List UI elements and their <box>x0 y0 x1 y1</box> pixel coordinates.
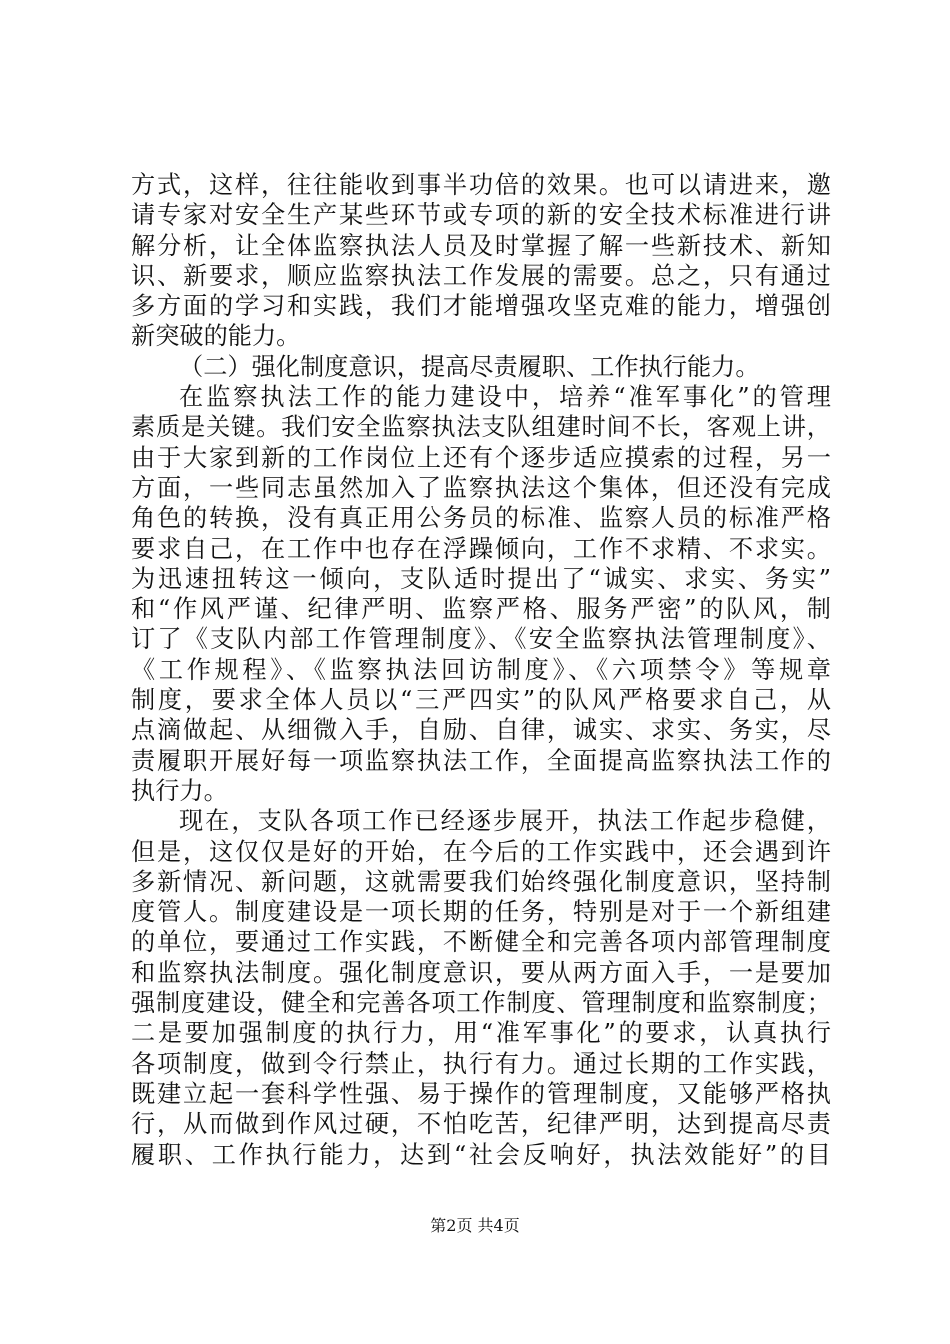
text-line: 和“作风严谨、纪律严明、监察严格、服务严密”的队风，制 <box>131 595 831 624</box>
text-line: 多方面的学习和实践，我们才能增强攻坚克难的能力，增强创 <box>131 292 831 321</box>
text-line: 责履职开展好每一项监察执法工作，全面提高监察执法工作的 <box>131 746 831 775</box>
text-line: 制度，要求全体人员以“三严四实”的队风严格要求自己，从 <box>131 686 831 715</box>
text-line: 和监察执法制度。强化制度意识，要从两方面入手，一是要加 <box>131 958 831 987</box>
text-line: 方式，这样，往往能收到事半功倍的效果。也可以请进来，邀 <box>131 171 831 199</box>
text-line: 订了《支队内部工作管理制度》、《安全监察执法管理制度》、 <box>131 625 831 654</box>
text-line: 现在，支队各项工作已经逐步展开，执法工作起步稳健， <box>179 807 831 836</box>
text-line: 要求自己，在工作中也存在浮躁倾向，工作不求精、不求实。 <box>131 534 831 563</box>
text-line: 识、新要求，顺应监察执法工作发展的需要。总之，只有通过 <box>131 261 831 290</box>
text-line: 各项制度，做到令行禁止，执行有力。通过长期的工作实践， <box>131 1049 831 1078</box>
text-line: 新突破的能力。 <box>131 322 301 351</box>
section-heading: （二）强化制度意识，提高尽责履职、工作执行能力。 <box>179 352 760 381</box>
page-number-footer: 第2页 共4页 <box>430 1216 520 1235</box>
text-line: 由于大家到新的工作岗位上还有个逐步适应摸索的过程，另一 <box>131 443 831 472</box>
text-line: 《工作规程》、《监察执法回访制度》、《六项禁令》等规章 <box>131 655 831 684</box>
text-line: 执行力。 <box>131 776 228 805</box>
text-line: 解分析，让全体监察执法人员及时掌握了解一些新技术、新知 <box>131 231 831 260</box>
text-line: 但是，这仅仅是好的开始，在今后的工作实践中，还会遇到许 <box>131 837 831 866</box>
text-line: 素质是关键。我们安全监察执法支队组建时间不长，客观上讲， <box>131 413 831 442</box>
text-line: 角色的转换，没有真正用公务员的标准、监察人员的标准严格 <box>131 504 831 533</box>
text-line: 点滴做起、从细微入手，自励、自律，诚实、求实、务实，尽 <box>131 716 831 745</box>
text-line: 既建立起一套科学性强、易于操作的管理制度，又能够严格执 <box>131 1079 831 1108</box>
text-line: 多新情况、新问题，这就需要我们始终强化制度意识，坚持制 <box>131 867 831 896</box>
text-line: 请专家对安全生产某些环节或专项的新的安全技术标准进行讲 <box>131 201 831 230</box>
text-line: 强制度建设，健全和完善各项工作制度、管理制度和监察制度； <box>131 989 831 1018</box>
text-line: 为迅速扭转这一倾向，支队适时提出了“诚实、求实、务实” <box>131 564 831 593</box>
text-line: 行，从而做到作风过硬，不怕吃苦，纪律严明，达到提高尽责 <box>131 1110 831 1139</box>
document-body <box>131 170 831 1170</box>
text-line: 在监察执法工作的能力建设中，培养“准军事化”的管理 <box>179 383 831 412</box>
text-line: 度管人。制度建设是一项长期的任务，特别是对于一个新组建 <box>131 898 831 927</box>
text-line: 方面，一些同志虽然加入了监察执法这个集体，但还没有完成 <box>131 473 831 502</box>
text-line: 二是要加强制度的执行力，用“准军事化”的要求，认真执行 <box>131 1019 831 1048</box>
text-line: 的单位，要通过工作实践，不断健全和完善各项内部管理制度 <box>131 928 831 957</box>
text-line: 履职、工作执行能力，达到“社会反响好，执法效能好”的目 <box>131 1140 831 1169</box>
